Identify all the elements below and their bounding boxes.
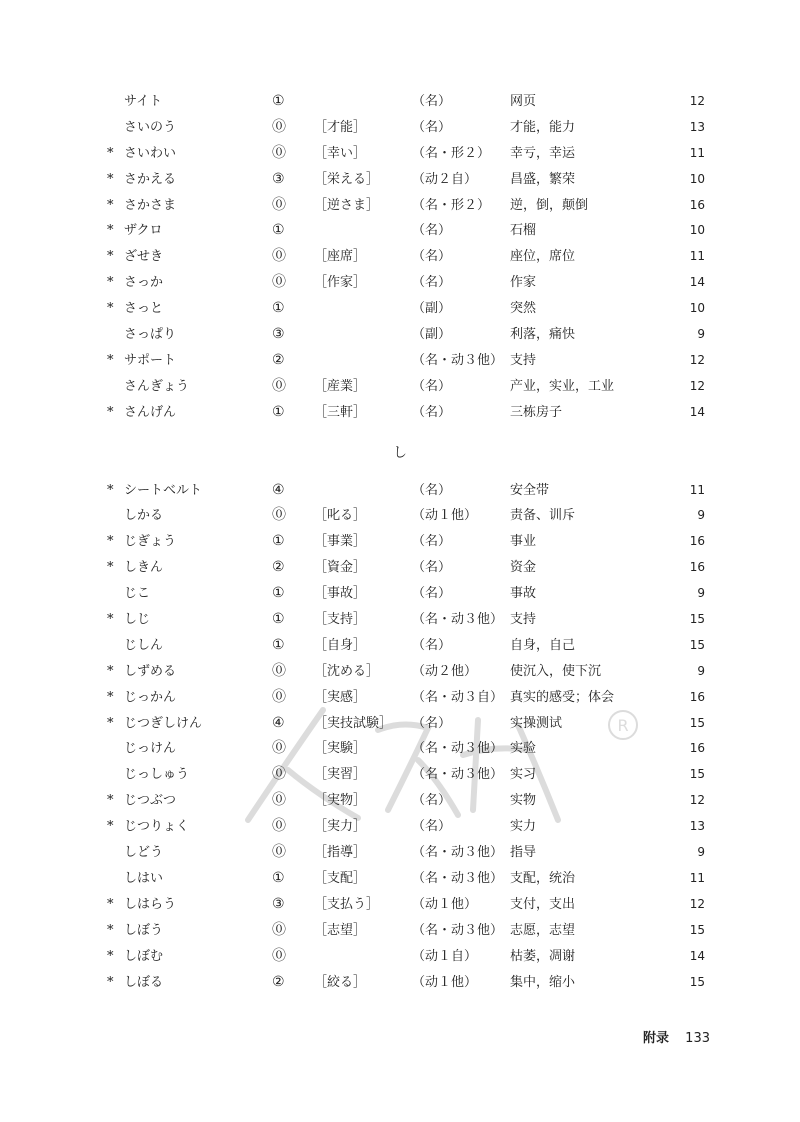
entry-lesson-number: 11 xyxy=(689,870,705,885)
entry-lesson-number: 9 xyxy=(697,327,705,342)
entry-kanji: ［自身］ xyxy=(314,637,367,653)
entry-part-of-speech: （名・动３他） xyxy=(412,870,504,886)
entry-reading: じつぎしけん xyxy=(124,715,203,731)
vocab-entry-row xyxy=(0,348,800,374)
svg-text:R: R xyxy=(617,716,629,735)
entry-accent: ② xyxy=(272,973,285,990)
entry-reading: しじ xyxy=(124,612,151,628)
entry-star-mark: * xyxy=(107,352,114,368)
entry-meaning: 指导 xyxy=(510,845,537,861)
entry-part-of-speech: （名） xyxy=(412,249,452,265)
entry-kanji: ［叱る］ xyxy=(314,508,367,524)
page-footer xyxy=(643,1027,710,1046)
vocab-entry-row xyxy=(0,244,800,270)
entry-reading: サイト xyxy=(124,94,163,109)
entry-lesson-number: 12 xyxy=(689,793,705,808)
entry-accent: ⓪ xyxy=(272,196,286,213)
entry-part-of-speech: （名） xyxy=(412,586,452,602)
entry-accent: ③ xyxy=(272,895,285,912)
entry-part-of-speech: （名） xyxy=(412,223,452,239)
entry-meaning: 集中，缩小 xyxy=(510,974,576,990)
entry-star-mark: * xyxy=(107,482,114,498)
entry-star-mark: * xyxy=(107,171,114,187)
entry-meaning: 安全带 xyxy=(510,482,550,498)
entry-kanji: ［実力］ xyxy=(314,819,367,835)
entry-part-of-speech: （名・形２） xyxy=(412,145,491,161)
vocab-entry-row xyxy=(0,503,800,529)
entry-star-mark: * xyxy=(107,793,114,809)
entry-meaning: 实操测试 xyxy=(510,715,563,731)
vocab-entry-row xyxy=(0,115,800,141)
entry-meaning: 实验 xyxy=(510,741,537,757)
entry-kanji: ［実習］ xyxy=(314,767,367,783)
entry-kanji: ［作家］ xyxy=(314,275,367,291)
entry-star-mark: * xyxy=(107,612,114,628)
vocabulary-list xyxy=(0,89,800,995)
entry-accent: ⓪ xyxy=(272,921,286,938)
entry-accent: ④ xyxy=(272,481,285,498)
vocab-entry-row xyxy=(0,685,800,711)
entry-meaning: 昌盛，繁荣 xyxy=(510,171,576,187)
vocab-entry-row xyxy=(0,296,800,322)
vocabulary-section-shi xyxy=(0,478,800,996)
entry-lesson-number: 15 xyxy=(689,922,705,937)
entry-part-of-speech: （名） xyxy=(412,119,452,135)
entry-reading: じつりょく xyxy=(124,819,190,835)
entry-lesson-number: 14 xyxy=(689,404,705,419)
entry-accent: ① xyxy=(272,869,285,886)
entry-reading: ざせき xyxy=(124,249,164,265)
entry-accent: ⓪ xyxy=(272,248,286,265)
entry-kanji: ［支払う］ xyxy=(314,896,380,912)
entry-part-of-speech: （动２自） xyxy=(412,171,478,187)
entry-part-of-speech: （动１他） xyxy=(412,896,478,912)
entry-meaning: 志愿，志望 xyxy=(510,922,576,938)
entry-accent: ① xyxy=(272,533,285,550)
entry-kanji: ［沈める］ xyxy=(314,663,380,679)
entry-lesson-number: 15 xyxy=(689,612,705,627)
entry-lesson-number: 9 xyxy=(697,845,705,860)
entry-reading: しぼう xyxy=(124,922,164,938)
entry-meaning: 幸亏，幸运 xyxy=(510,145,576,161)
entry-meaning: 事故 xyxy=(510,586,537,602)
entry-star-mark: * xyxy=(107,948,114,964)
entry-lesson-number: 15 xyxy=(689,974,705,989)
entry-accent: ① xyxy=(272,93,285,109)
entry-part-of-speech: （名） xyxy=(412,637,452,653)
entry-accent: ⓪ xyxy=(272,688,286,705)
entry-reading: じつぶつ xyxy=(124,793,177,809)
vocab-entry-row xyxy=(0,322,800,348)
entry-part-of-speech: （副） xyxy=(412,301,452,317)
vocab-entry-row xyxy=(0,659,800,685)
entry-reading: しきん xyxy=(124,560,164,576)
entry-accent: ⓪ xyxy=(272,274,286,291)
entry-part-of-speech: （名・动３他） xyxy=(412,612,504,628)
entry-meaning: 支付，支出 xyxy=(510,896,576,912)
entry-lesson-number: 16 xyxy=(689,560,705,575)
entry-star-mark: * xyxy=(107,145,114,161)
entry-accent: ③ xyxy=(272,170,285,187)
entry-reading: さかえる xyxy=(124,171,177,187)
entry-reading: じしん xyxy=(124,637,164,653)
entry-kanji: ［三軒］ xyxy=(314,404,367,420)
entry-lesson-number: 16 xyxy=(689,741,705,756)
entry-accent: ② xyxy=(272,351,285,368)
entry-part-of-speech: （名・动３自） xyxy=(412,689,504,705)
entry-meaning: 真实的感受；体会 xyxy=(510,689,615,705)
entry-lesson-number: 14 xyxy=(689,948,705,963)
entry-lesson-number: 11 xyxy=(689,482,705,497)
entry-part-of-speech: （名） xyxy=(412,275,452,291)
entry-accent: ① xyxy=(272,403,285,420)
vocab-entry-row xyxy=(0,711,800,737)
entry-lesson-number: 11 xyxy=(689,145,705,160)
vocab-entry-row xyxy=(0,529,800,555)
entry-lesson-number: 16 xyxy=(689,689,705,704)
entry-accent: ⓪ xyxy=(272,818,286,835)
entry-part-of-speech: （动１自） xyxy=(412,948,478,964)
entry-accent: ⓪ xyxy=(272,766,286,783)
entry-lesson-number: 14 xyxy=(689,275,705,290)
entry-meaning: 事业 xyxy=(510,534,537,550)
entry-reading: ザクロ xyxy=(124,223,163,239)
entry-meaning: 逆，倒，颠倒 xyxy=(510,197,589,213)
entry-kanji: ［実験］ xyxy=(314,741,367,757)
entry-part-of-speech: （动２他） xyxy=(412,663,478,679)
entry-lesson-number: 10 xyxy=(689,301,705,316)
vocab-entry-row xyxy=(0,400,800,426)
entry-accent: ⓪ xyxy=(272,144,286,161)
entry-kanji: ［指導］ xyxy=(314,845,367,861)
vocab-entry-row xyxy=(0,788,800,814)
vocab-entry-row xyxy=(0,607,800,633)
vocab-entry-row xyxy=(0,89,800,115)
entry-kanji: ［絞る］ xyxy=(314,974,367,990)
entry-kanji: ［事業］ xyxy=(314,534,367,550)
vocab-entry-row xyxy=(0,840,800,866)
entry-star-mark: * xyxy=(107,896,114,912)
entry-reading: じっかん xyxy=(124,689,177,705)
entry-lesson-number: 12 xyxy=(689,94,705,108)
entry-lesson-number: 12 xyxy=(689,352,705,367)
entry-reading: じこ xyxy=(124,586,151,602)
entry-star-mark: * xyxy=(107,404,114,420)
section-heading xyxy=(0,426,800,478)
entry-accent: ① xyxy=(272,636,285,653)
entry-accent: ⓪ xyxy=(272,740,286,757)
entry-kanji: ［事故］ xyxy=(314,586,367,602)
entry-star-mark: * xyxy=(107,301,114,317)
entry-part-of-speech: （名・动３他） xyxy=(412,922,504,938)
entry-reading: しずめる xyxy=(124,663,177,679)
vocab-entry-row xyxy=(0,892,800,918)
entry-star-mark: * xyxy=(107,534,114,550)
entry-meaning: 实物 xyxy=(510,793,537,809)
entry-meaning: 产业，实业，工业 xyxy=(510,378,615,394)
entry-accent: ① xyxy=(272,585,285,602)
entry-meaning: 责备、训斥 xyxy=(510,508,576,524)
entry-meaning: 支配，统治 xyxy=(510,870,576,886)
entry-reading: さいわい xyxy=(124,145,177,161)
entry-kanji: ［座席］ xyxy=(314,249,367,265)
entry-reading: しどう xyxy=(124,845,164,861)
entry-kanji: ［幸い］ xyxy=(314,145,367,161)
entry-meaning: 实习 xyxy=(510,767,537,783)
entry-lesson-number: 15 xyxy=(689,637,705,652)
entry-reading: さっと xyxy=(124,301,164,317)
vocab-entry-row xyxy=(0,762,800,788)
entry-reading: さっぱり xyxy=(124,327,177,343)
entry-meaning: 支持 xyxy=(510,352,537,368)
entry-lesson-number: 10 xyxy=(689,223,705,238)
vocab-entry-row xyxy=(0,270,800,296)
entry-lesson-number: 9 xyxy=(697,586,705,601)
entry-accent: ② xyxy=(272,559,285,576)
entry-star-mark: * xyxy=(107,974,114,990)
entry-reading: じっしゅう xyxy=(124,767,190,783)
entry-meaning: 支持 xyxy=(510,612,537,628)
entry-lesson-number: 13 xyxy=(689,119,705,134)
entry-kanji: ［志望］ xyxy=(314,922,367,938)
vocabulary-section-sa xyxy=(0,89,800,426)
entry-part-of-speech: （名・动３他） xyxy=(412,741,504,757)
entry-meaning: 三栋房子 xyxy=(510,404,563,420)
entry-meaning: 网页 xyxy=(510,94,537,109)
entry-part-of-speech: （名・动３他） xyxy=(412,352,504,368)
entry-accent: ⓪ xyxy=(272,507,286,524)
entry-star-mark: * xyxy=(107,560,114,576)
entry-meaning: 利落，痛快 xyxy=(510,327,576,343)
entry-part-of-speech: （名） xyxy=(412,378,452,394)
entry-lesson-number: 9 xyxy=(697,663,705,678)
entry-kanji: ［実物］ xyxy=(314,793,367,809)
vocab-entry-row xyxy=(0,581,800,607)
entry-meaning: 自身，自己 xyxy=(510,637,576,653)
entry-accent: ⓪ xyxy=(272,662,286,679)
entry-kanji: ［才能］ xyxy=(314,119,367,135)
vocab-entry-row xyxy=(0,167,800,193)
section-heading-text: し xyxy=(393,444,407,461)
entry-meaning: 枯萎，凋谢 xyxy=(510,948,576,964)
entry-reading: さんげん xyxy=(124,404,177,420)
entry-meaning: 作家 xyxy=(510,275,537,291)
vocab-entry-row xyxy=(0,866,800,892)
entry-accent: ① xyxy=(272,611,285,628)
entry-star-mark: * xyxy=(107,197,114,213)
entry-kanji: ［支配］ xyxy=(314,870,367,886)
vocab-entry-row xyxy=(0,970,800,996)
entry-lesson-number: 9 xyxy=(697,508,705,523)
entry-star-mark: * xyxy=(107,663,114,679)
vocab-entry-row xyxy=(0,218,800,244)
vocab-entry-row xyxy=(0,141,800,167)
entry-reading: さっか xyxy=(124,275,164,291)
entry-part-of-speech: （名） xyxy=(412,715,452,731)
entry-meaning: 突然 xyxy=(510,301,537,317)
entry-part-of-speech: （名・动３他） xyxy=(412,767,504,783)
entry-meaning: 使沉入，使下沉 xyxy=(510,663,602,679)
entry-kanji: ［実感］ xyxy=(314,689,367,705)
entry-kanji: ［産業］ xyxy=(314,378,367,394)
entry-accent: ⓪ xyxy=(272,377,286,394)
entry-part-of-speech: （名） xyxy=(412,404,452,420)
entry-part-of-speech: （名） xyxy=(412,819,452,835)
entry-part-of-speech: （名・形２） xyxy=(412,197,491,213)
entry-accent: ⓪ xyxy=(272,947,286,964)
entry-accent: ④ xyxy=(272,714,285,731)
entry-reading: さんぎょう xyxy=(124,378,190,394)
vocab-entry-row xyxy=(0,633,800,659)
entry-part-of-speech: （名・动３他） xyxy=(412,845,504,861)
vocab-entry-row xyxy=(0,814,800,840)
entry-reading: しぼる xyxy=(124,974,164,990)
entry-accent: ⓪ xyxy=(272,792,286,809)
entry-star-mark: * xyxy=(107,689,114,705)
entry-lesson-number: 10 xyxy=(689,171,705,186)
vocab-entry-row xyxy=(0,944,800,970)
entry-accent: ③ xyxy=(272,326,285,343)
entry-meaning: 石榴 xyxy=(510,223,537,239)
entry-reading: さかさま xyxy=(124,197,177,213)
page-number: 133 xyxy=(685,1031,710,1046)
entry-lesson-number: 15 xyxy=(689,767,705,782)
entry-star-mark: * xyxy=(107,275,114,291)
vocab-entry-row xyxy=(0,736,800,762)
entry-reading: しかる xyxy=(124,508,164,524)
entry-kanji: ［実技試験］ xyxy=(314,715,393,731)
entry-lesson-number: 11 xyxy=(689,249,705,264)
entry-part-of-speech: （名） xyxy=(412,482,452,498)
entry-reading: サポート xyxy=(124,352,177,368)
entry-meaning: 实力 xyxy=(510,819,537,835)
entry-lesson-number: 12 xyxy=(689,378,705,393)
entry-star-mark: * xyxy=(107,715,114,731)
vocab-entry-row xyxy=(0,555,800,581)
footer-label: 附录 xyxy=(643,1031,670,1046)
entry-kanji: ［逆さま］ xyxy=(314,197,380,213)
entry-lesson-number: 12 xyxy=(689,896,705,911)
entry-accent: ① xyxy=(272,300,285,317)
vocab-entry-row xyxy=(0,374,800,400)
entry-reading: じぎょう xyxy=(124,534,177,550)
entry-part-of-speech: （名） xyxy=(412,793,452,809)
entry-star-mark: * xyxy=(107,223,114,239)
vocab-entry-row xyxy=(0,193,800,219)
vocab-entry-row xyxy=(0,478,800,504)
entry-accent: ① xyxy=(272,222,285,239)
entry-meaning: 资金 xyxy=(510,560,537,576)
entry-reading: シートベルト xyxy=(124,482,203,498)
entry-part-of-speech: （名） xyxy=(412,94,452,109)
entry-reading: しはい xyxy=(124,870,164,886)
entry-reading: しはらう xyxy=(124,896,177,912)
entry-part-of-speech: （名） xyxy=(412,534,452,550)
entry-kanji: ［栄える］ xyxy=(314,171,380,187)
entry-meaning: 才能，能力 xyxy=(510,119,576,135)
entry-part-of-speech: （名） xyxy=(412,560,452,576)
entry-part-of-speech: （动１他） xyxy=(412,508,478,524)
entry-lesson-number: 16 xyxy=(689,197,705,212)
vocab-entry-row xyxy=(0,918,800,944)
entry-accent: ⓪ xyxy=(272,118,286,135)
entry-kanji: ［支持］ xyxy=(314,612,367,628)
entry-kanji: ［資金］ xyxy=(314,560,367,576)
entry-reading: じっけん xyxy=(124,741,177,757)
entry-star-mark: * xyxy=(107,922,114,938)
entry-lesson-number: 16 xyxy=(689,534,705,549)
entry-meaning: 座位，席位 xyxy=(510,249,576,265)
entry-part-of-speech: （副） xyxy=(412,327,452,343)
entry-reading: しぼむ xyxy=(124,948,164,964)
entry-lesson-number: 13 xyxy=(689,819,705,834)
entry-reading: さいのう xyxy=(124,119,177,135)
entry-accent: ⓪ xyxy=(272,844,286,861)
entry-part-of-speech: （动１他） xyxy=(412,974,478,990)
entry-lesson-number: 15 xyxy=(689,715,705,730)
entry-star-mark: * xyxy=(107,819,114,835)
entry-star-mark: * xyxy=(107,249,114,265)
